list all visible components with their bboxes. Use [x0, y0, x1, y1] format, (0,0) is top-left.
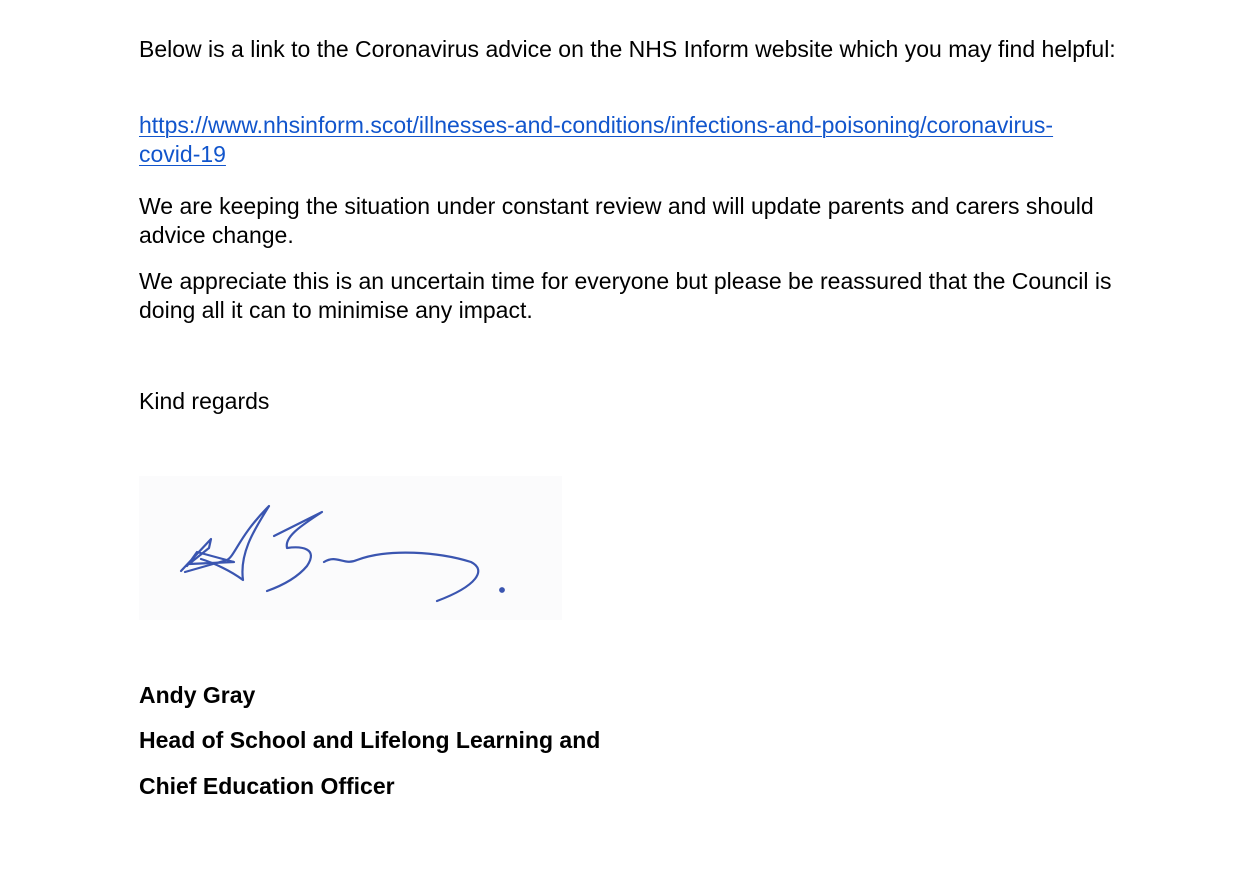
signature-dot — [500, 588, 504, 592]
nhs-link-line-1[interactable]: https://www.nhsinform.scot/illnesses-and-conditions/infections-and-poisoning/coronavirus- — [139, 112, 1054, 138]
nhs-inform-link[interactable] — [139, 112, 1053, 167]
nhs-link-line-2[interactable]: covid-19 — [139, 141, 226, 167]
reassurance-paragraph: We appreciate this is an uncertain time for everyone but please be reassured that the Council is doing all it can to minimise any impact. — [139, 268, 1112, 323]
signatory-title-line-2: Chief Education Officer — [139, 773, 395, 799]
intro-paragraph: Below is a link to the Coronavirus advice on the NHS Inform website which you may find helpful: — [139, 36, 1116, 62]
signature-stroke-a2 — [185, 506, 269, 580]
signature-image — [139, 476, 562, 620]
signatory-name: Andy Gray — [139, 682, 256, 708]
signature-stroke-g — [267, 512, 322, 591]
review-paragraph: We are keeping the situation under constant review and will update parents and carers should advice change. — [139, 193, 1094, 248]
signatory-title-line-1: Head of School and Lifelong Learning and — [139, 727, 601, 753]
signature-stroke-ray — [324, 553, 478, 601]
closing-salutation: Kind regards — [139, 388, 270, 414]
signature-icon — [139, 476, 562, 620]
nhs-link-paragraph — [139, 111, 1139, 169]
